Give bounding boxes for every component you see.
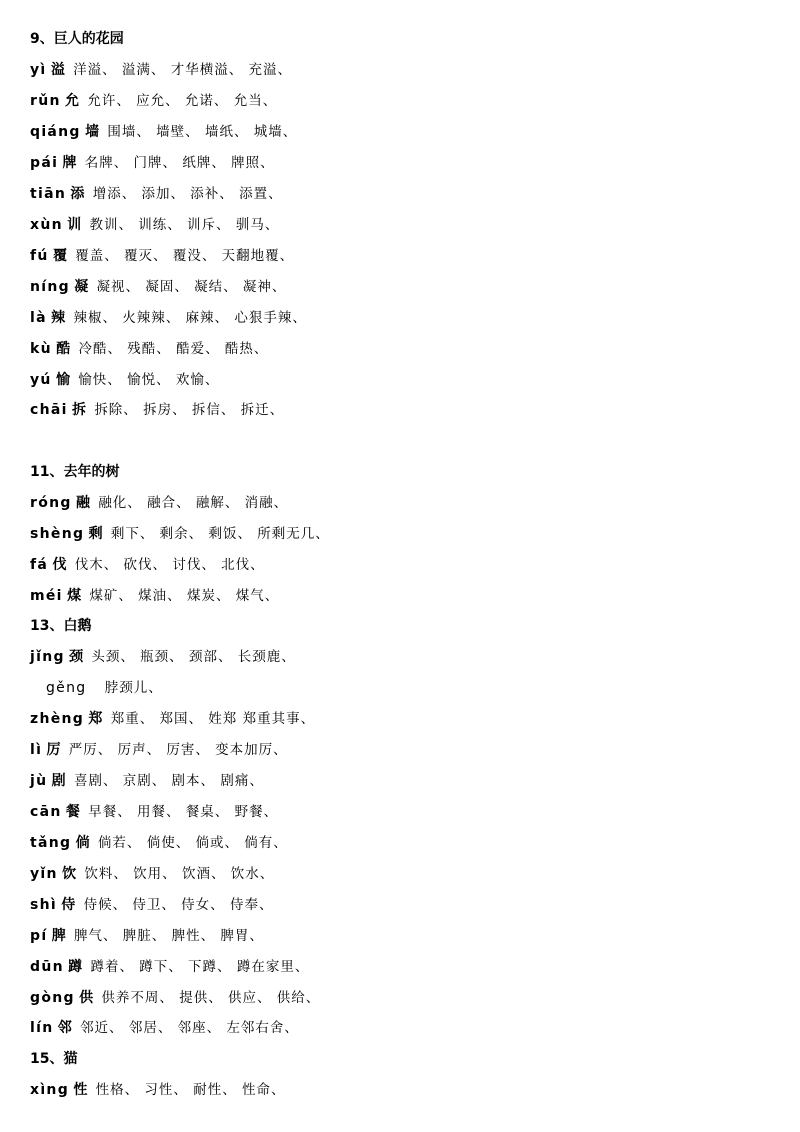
section-title-15: 15、猫 [30,1051,78,1067]
vocab-entry [30,213,279,237]
pinyin: rǔn [30,93,61,109]
pinyin: xùn [30,217,63,233]
pinyin: jǐng [30,649,65,665]
vocab-entry [30,182,283,206]
character: 邻 [57,1020,72,1036]
vocab-entry [30,800,278,824]
character: 侍 [61,897,76,913]
word-list: 蹲着、 蹲下、 下蹲、 蹲在家里、 [90,959,310,975]
character: 厉 [46,742,61,758]
character: 辣 [51,310,66,326]
character: 倘 [75,835,90,851]
character: 酷 [56,341,71,357]
word-list: 允许、 应允、 允诺、 允当、 [87,93,278,109]
pinyin: lì [30,742,43,758]
vocab-entry [30,120,297,144]
word-list: 郑重、 郑国、 姓郑 郑重其事、 [110,711,316,727]
vocab-entry [30,553,265,577]
vocab-entry [30,924,264,948]
vocab-entry [30,1016,299,1040]
vocab-entry [30,986,320,1010]
pinyin: cān [30,804,62,820]
pinyin: shèng [30,526,85,542]
word-list: 教训、 训练、 训斥、 驯马、 [89,217,280,233]
vocab-entry [30,1078,286,1102]
word-list: 名牌、 门牌、 纸牌、 牌照、 [84,155,275,171]
vocab-entry [30,522,330,546]
section-title-9: 9、巨人的花园 [30,31,124,47]
pinyin: kù [30,341,52,357]
pinyin: róng [30,495,72,511]
character: 郑 [88,711,103,727]
word-list: 洋溢、 溢满、 才华横溢、 充溢、 [73,62,292,78]
word-list: 拆除、 拆房、 拆信、 拆迁、 [94,402,285,418]
word-list: 融化、 融合、 融解、 消融、 [98,495,289,511]
character: 餐 [65,804,80,820]
character: 溢 [50,62,65,78]
character: 剩 [88,526,103,542]
character: 蹲 [68,959,83,975]
vocab-entry [30,89,277,113]
vocab-entry [30,368,219,392]
section-title-13: 13、白鹅 [30,618,92,634]
vocab-entry [30,244,294,268]
pinyin: dūn [30,959,64,975]
pinyin: méi [30,588,63,604]
vocab-entry [30,275,286,299]
pinyin: xìng [30,1082,70,1098]
vocab-entry [30,398,284,422]
vocab-entry [30,893,273,917]
vocab-entry [30,645,296,669]
pinyin: fú [30,248,49,264]
character: 供 [79,990,94,1006]
vocab-entry [30,58,292,82]
character: 脾 [51,928,66,944]
word-list: 脖颈儿、 [104,680,163,696]
pinyin: yì [30,62,47,78]
vocab-entry [30,584,279,608]
word-list: 伐木、 砍伐、 讨伐、 北伐、 [74,557,265,573]
vocab-entry [30,955,309,979]
character: 性 [73,1082,88,1098]
word-list: 性格、 习性、 耐性、 性命、 [95,1082,286,1098]
word-list: 脾气、 脾脏、 脾性、 脾胃、 [74,928,264,944]
word-list: 覆盖、 覆灭、 覆没、 天翻地覆、 [75,248,295,264]
word-list: 饮料、 饮用、 饮酒、 饮水、 [84,866,275,882]
character: 煤 [67,588,82,604]
character: 愉 [56,372,70,388]
word-list: 邻近、 邻居、 邻座、 左邻右舍、 [80,1020,299,1036]
pinyin: pái [30,155,59,171]
pinyin: yǐn [30,866,58,882]
pinyin: zhèng [30,711,85,727]
pinyin: gěng [46,680,87,696]
pinyin: shì [30,897,57,913]
pinyin: pí [30,928,48,944]
character: 颈 [69,649,84,665]
pinyin: là [30,310,47,326]
word-list: 凝视、 凝固、 凝结、 凝神、 [96,279,287,295]
vocab-entry [30,831,288,855]
word-list: 剩下、 剩余、 剩饭、 所剩无几、 [110,526,330,542]
character: 饮 [62,866,77,882]
vocab-entry [30,306,307,330]
word-list: 严厉、 厉声、 厉害、 变本加厉、 [68,742,288,758]
vocab-entry [30,707,315,731]
word-list: 倘若、 倘使、 倘或、 倘有、 [97,835,288,851]
vocab-entry [30,769,264,793]
pinyin: fá [30,557,49,573]
word-list: 早餐、 用餐、 餐桌、 野餐、 [88,804,279,820]
word-list: 头颈、 瓶颈、 颈部、 长颈鹿、 [91,649,296,665]
word-list: 喜剧、 京剧、 剧本、 剧痛、 [73,773,264,789]
pinyin: yú [30,372,52,388]
character: 凝 [74,279,89,295]
word-list: 围墙、 墙壁、 墙纸、 城墙、 [107,124,298,140]
character: 拆 [72,402,87,418]
character: 允 [65,93,80,109]
pinyin: tiān [30,186,67,202]
pinyin: jù [30,773,48,789]
character: 墙 [85,124,100,140]
pinyin: níng [30,279,70,295]
pinyin: qiáng [30,124,81,140]
vocab-entry [30,337,268,361]
pinyin: chāi [30,402,68,418]
vocab-entry [30,738,288,762]
vocab-entry-alt-reading [46,676,163,700]
character: 训 [67,217,82,233]
word-list: 增添、 添加、 添补、 添置、 [92,186,283,202]
character: 添 [70,186,85,202]
section-title-11: 11、去年的树 [30,464,120,480]
vocab-entry [30,151,275,175]
character: 伐 [52,557,67,573]
pinyin: lín [30,1020,54,1036]
pinyin: tǎng [30,835,72,851]
character: 融 [76,495,91,511]
word-list: 辣椒、 火辣辣、 麻辣、 心狠手辣、 [73,310,307,326]
word-list: 供养不周、 提供、 供应、 供给、 [101,990,321,1006]
character: 剧 [51,773,66,789]
character: 覆 [52,248,67,264]
word-list: 冷酷、 残酷、 酷爱、 酷热、 [78,341,269,357]
word-list: 侍候、 侍卫、 侍女、 侍奉、 [83,897,274,913]
word-list: 愉快、 愉悦、 欢愉、 [78,372,220,388]
vocab-entry [30,491,288,515]
word-list: 煤矿、 煤油、 煤炭、 煤气、 [89,588,280,604]
vocab-entry [30,862,274,886]
character: 牌 [62,155,77,171]
pinyin: gòng [30,990,75,1006]
